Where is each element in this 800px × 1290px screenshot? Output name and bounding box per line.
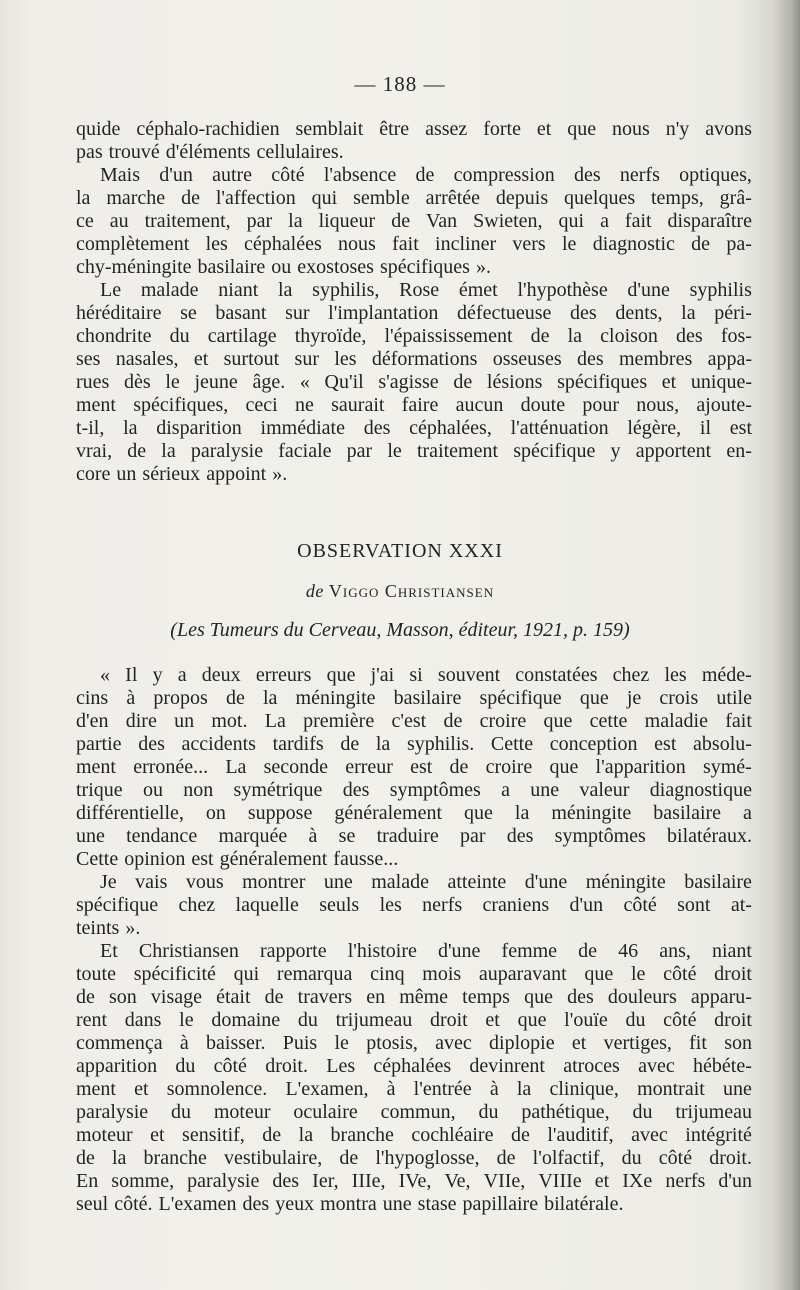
text-line: paralysie du moteur oculaire commun, du pathétique, du trijumeau <box>76 1101 752 1123</box>
page-number: — 188 — <box>354 72 446 96</box>
text-line: En somme, paralysie des Ier, IIIe, IVe, Ve, VIIe, VIIIe et IXe nerfs d'un <box>76 1170 752 1192</box>
text-line: core un sérieux appoint ». <box>76 463 288 485</box>
text-line: rues dès le jeune âge. « Qu'il s'agisse de lésions spécifiques et unique- <box>76 371 752 393</box>
observation-title: OBSERVATION XXXI <box>297 540 503 562</box>
text-line: de la branche vestibulaire, de l'hypoglosse, de l'olfactif, du côté droit. <box>76 1147 752 1169</box>
text-line: « Il y a deux erreurs que j'ai si souvent constatées chez les méde- <box>100 664 752 686</box>
text-line: ses nasales, et surtout sur les déformations osseuses des membres appa- <box>76 348 752 370</box>
text-line: la marche de l'affection qui semble arrêtée depuis quelques temps, grâ- <box>76 187 752 209</box>
text-line: Mais d'un autre côté l'absence de compression des nerfs optiques, <box>100 164 752 186</box>
text-line: seul côté. L'examen des yeux montra une stase papillaire bilatérale. <box>76 1193 624 1215</box>
text-line: ment erronée... La seconde erreur est de croire que l'apparition symé- <box>76 756 752 778</box>
text-line: une tendance marquée à se traduire par des symptômes bilatéraux. <box>76 825 752 847</box>
body-text-bottom <box>76 664 752 1216</box>
text-line: t-il, la disparition immédiate des céphalées, l'atténuation légère, il est <box>76 417 752 439</box>
author-name: Viggo Christiansen <box>328 581 495 601</box>
text-line: partie des accidents tardifs de la syphilis. Cette conception est absolu- <box>76 733 752 755</box>
text-line: complètement les céphalées nous fait incliner vers le diagnostic de pa- <box>76 233 752 255</box>
text-line: rent dans le domaine du trijumeau droit et que l'ouïe du côté droit <box>76 1009 752 1031</box>
text-line: Et Christiansen rapporte l'histoire d'une femme de 46 ans, niant <box>100 940 752 962</box>
text-line: trique ou non symétrique des symptômes a une valeur diagnostique <box>76 779 752 801</box>
observation-source: (Les Tumeurs du Cerveau, Masson, éditeur, 1921, p. 159) <box>170 619 630 641</box>
text-line: héréditaire se basant sur l'implantation défectueuse des dents, la péri- <box>76 302 752 324</box>
body-text-top <box>76 118 752 486</box>
text-line: Cette opinion est généralement fausse... <box>76 848 399 870</box>
text-line: moteur et sensitif, de la branche cochléaire de l'auditif, avec intégrité <box>76 1124 752 1146</box>
text-line: spécifique chez laquelle seuls les nerfs craniens d'un côté sont at- <box>76 894 752 916</box>
page-edge-shadow <box>772 0 800 1290</box>
text-line: ment et somnolence. L'examen, à l'entrée à la clinique, montrait une <box>76 1078 752 1100</box>
text-line: ment spécifiques, ceci ne saurait faire aucun doute pour nous, ajoute- <box>76 394 752 416</box>
text-line: différentielle, on suppose généralement que la méningite basilaire a <box>76 802 752 824</box>
text-line: de son visage était de travers en même temps que des douleurs apparu- <box>76 986 752 1008</box>
text-line: chy-méningite basilaire ou exostoses spécifiques ». <box>76 256 491 278</box>
author-prefix: de <box>305 581 324 601</box>
observation-author <box>0 581 800 602</box>
text-line: cins à propos de la méningite basilaire spécifique que je crois utile <box>76 687 752 709</box>
text-line: commença à baisser. Puis le ptosis, avec diplopie et vertiges, fit son <box>76 1032 752 1054</box>
text-line: toute spécificité qui remarqua cinq mois auparavant que le côté droit <box>76 963 752 985</box>
text-line: Je vais vous montrer une malade atteinte d'une méningite basilaire <box>100 871 752 893</box>
text-line: chondrite du cartilage thyroïde, l'épaississement de la cloison des fos- <box>76 325 752 347</box>
text-line: apparition du côté droit. Les céphalées devinrent atroces avec hébéte- <box>76 1055 752 1077</box>
text-line: ce au traitement, par la liqueur de Van Swieten, qui a fait disparaître <box>76 210 752 232</box>
text-line: pas trouvé d'éléments cellulaires. <box>76 141 344 163</box>
text-line: d'en dire un mot. La première c'est de croire que cette maladie fait <box>76 710 752 732</box>
text-line: Le malade niant la syphilis, Rose émet l'hypothèse d'une syphilis <box>100 279 752 301</box>
text-line: vrai, de la paralysie faciale par le traitement spécifique y apportent en- <box>76 440 752 462</box>
text-line: quide céphalo-rachidien semblait être assez forte et que nous n'y avons <box>76 118 752 140</box>
text-line: teints ». <box>76 917 141 939</box>
